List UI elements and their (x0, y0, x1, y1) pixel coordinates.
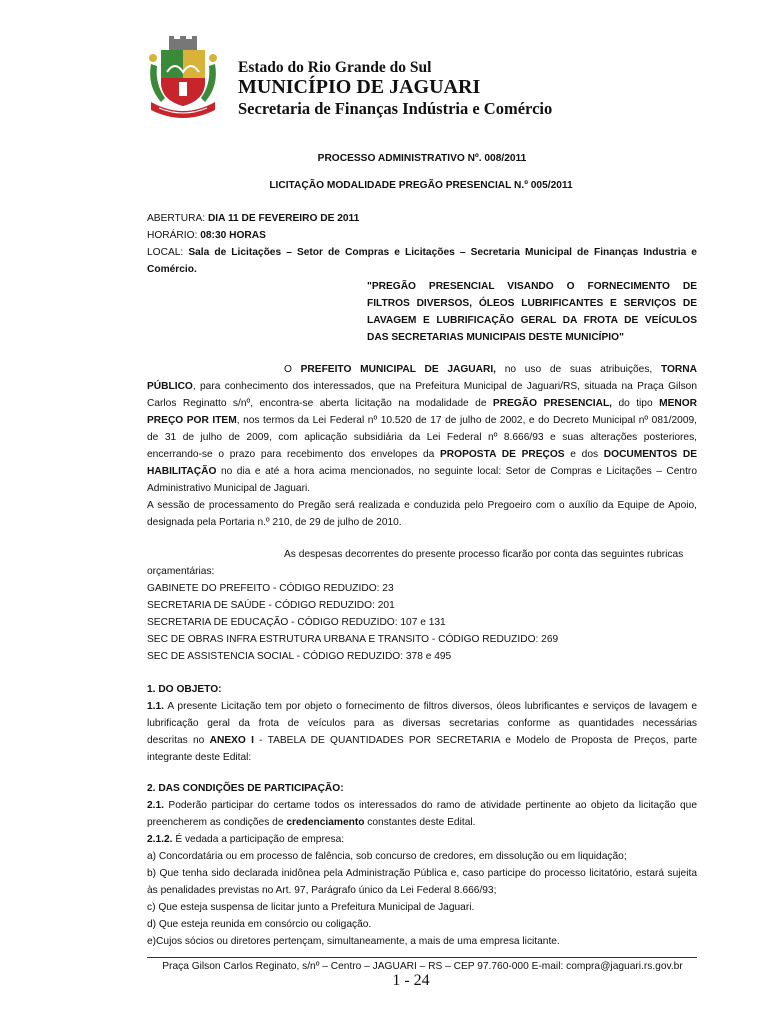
preamble-line: designada pela Portaria n.º 210, de 29 de julho de 2010. (147, 517, 402, 528)
municipality-name: MUNICÍPIO DE JAGUARI (238, 76, 481, 98)
section-text: 2.1.2. É vedada a participação de empresa: (147, 834, 345, 845)
department-name: Secretaria de Finanças Indústria e Comércio (238, 99, 553, 118)
preamble-line: HABILITAÇÃO no dia e até a hora acima mencionados, no seguinte local: Setor de Compras e Licitações – Centro (147, 466, 697, 477)
preamble-line: PREÇO POR ITEM, nos termos da Lei Federal nº 10.520 de 17 de julho de 2002, e do Decreto Municipal nº 081/2009, (147, 415, 698, 426)
location-line (147, 244, 697, 261)
location-line-2 (147, 261, 697, 278)
section-text: descritas no ANEXO I - TABELA DE QUANTIDADES POR SECRETARIA e Modelo de Proposta de Preços, parte (147, 735, 698, 746)
budget-intro: As despesas decorrentes do presente processo ficarão por conta das seguintes rubricas (284, 549, 684, 560)
preamble-line: Carlos Reginatto s/nº, encontra-se aberta licitação na modalidade de PREGÃO PRESENCIAL, do tipo MENOR (147, 398, 697, 409)
preamble-line: encerrando-se o prazo para recebimento dos envelopes da PROPOSTA DE PREÇOS e dos DOCUMENTOS DE (147, 449, 698, 460)
time-label: HORÁRIO: (147, 230, 201, 241)
footer-address: Praça Gilson Carlos Reginato, s/nº – Centro – JAGUARI – RS – CEP 97.760-000 E-mail: compra@jaguari.rs.gov.br (162, 961, 683, 972)
time-line (147, 227, 697, 244)
budget-intro-end: orçamentárias: (147, 566, 215, 577)
object-summary (367, 278, 697, 346)
location-value-end: Comércio. (147, 264, 197, 275)
preamble-line: A sessão de processamento do Pregão será realizada e conduzida pelo Pregoeiro com o auxílio da Equipe de Apoio, (147, 500, 697, 511)
section-text: 2.1. Poderão participar do certame todos os interessados do ramo de atividade pertinente ao objeto da licitação que (147, 800, 697, 811)
letterhead (238, 58, 552, 120)
bidding-modality: LICITAÇÃO MODALIDADE PREGÃO PRESENCIAL N.º 005/2011 (269, 180, 573, 191)
preamble-line: Administrativo Municipal de Jaguari. (147, 483, 311, 494)
section-text: lubrificação geral da frota de veículos para as diversas secretarias conforme as quantidades necessárias (147, 718, 697, 729)
section-heading: 2. DAS CONDIÇÕES DE PARTICIPAÇÃO: (147, 783, 344, 794)
list-item: d) Que esteja reunida em consórcio ou coligação. (147, 919, 372, 930)
process-number: PROCESSO ADMINISTRATIVO Nº. 008/2011 (317, 153, 527, 164)
bidding-info (147, 210, 697, 278)
object-summary-line: DAS SECRETARIAS MUNICIPAIS DESTE MUNICÍPIO" (367, 332, 624, 343)
budget-item: SEC DE ASSISTENCIA SOCIAL - CÓDIGO REDUZIDO: 378 e 495 (147, 651, 452, 662)
preamble-line: de 31 de julho de 2009, com aplicação subsidiária da Lei Federal nº 8.666/93 e suas alterações posteriores, (147, 432, 697, 443)
list-item: b) Que tenha sido declarada inidônea pela Administração Pública e, caso participe do processo licitatório, estará sujeita (147, 868, 697, 879)
location-value: Sala de Licitações – Setor de Compras e Licitações – Secretaria Municipal de Finanças Industria e (188, 247, 697, 258)
list-item: c) Que esteja suspensa de licitar junto a Prefeitura Municipal de Jaguari. (147, 902, 475, 913)
section-text: integrante deste Edital: (147, 752, 252, 763)
opening-value: DIA 11 DE FEVEREIRO DE 2011 (207, 213, 360, 224)
preamble-line: O PREFEITO MUNICIPAL DE JAGUARI, no uso de suas atribuições, TORNA (284, 364, 698, 375)
page-number: 1 - 24 (392, 972, 430, 989)
opening-label: ABERTURA: (147, 213, 208, 224)
budget-lines (147, 546, 697, 665)
section-heading: 1. DO OBJETO: (147, 684, 222, 695)
list-item: a) Concordatária ou em processo de falência, sob concurso de credores, em dissolução ou em liquidação; (147, 851, 627, 862)
budget-item: SECRETARIA DE SAÚDE - CÓDIGO REDUZIDO: 201 (147, 600, 395, 611)
object-summary-line: FILTROS DIVERSOS, ÓLEOS LUBRIFICANTES E SERVIÇOS DE (367, 298, 697, 309)
section-text: preencherem as condições de credenciamento constantes deste Edital. (147, 817, 476, 828)
preamble (147, 361, 697, 531)
object-summary-line: LAVAGEM E LUBRIFICAÇÃO GERAL DA FROTA DE VEÍCULOS (367, 315, 697, 326)
location-label: LOCAL: (147, 247, 189, 258)
section-object (147, 681, 697, 766)
municipal-coat-of-arms-icon (145, 36, 221, 118)
budget-item: GABINETE DO PREFEITO - CÓDIGO REDUZIDO: 23 (147, 583, 394, 594)
time-value: 08:30 HORAS (200, 230, 266, 241)
budget-item: SECRETARIA DE EDUCAÇÃO - CÓDIGO REDUZIDO: 107 e 131 (147, 617, 446, 628)
section-participation (147, 780, 697, 950)
opening-line (147, 210, 697, 227)
object-summary-line: "PREGÃO PRESENCIAL VISANDO O FORNECIMENTO DE (367, 281, 697, 292)
budget-item: SEC DE OBRAS INFRA ESTRUTURA URBANA E TRANSITO - CÓDIGO REDUZIDO: 269 (147, 634, 559, 645)
preamble-line: PÚBLICO, para conhecimento dos interessados, que na Prefeitura Municipal de Jaguari/RS, situada na Praça Gilson (147, 381, 697, 392)
list-item: e)Cujos sócios ou diretores pertençam, simultaneamente, a mais de uma empresa licitante. (147, 936, 560, 947)
list-item: às penalidades previstas no Art. 97, Parágrafo único da Lei Federal 8.666/93; (147, 885, 497, 896)
section-text: 1.1. A presente Licitação tem por objeto o fornecimento de filtros diversos, óleos lubrificantes e serviços de lavagem e (147, 701, 697, 712)
state-name: Estado do Rio Grande do Sul (238, 59, 432, 76)
